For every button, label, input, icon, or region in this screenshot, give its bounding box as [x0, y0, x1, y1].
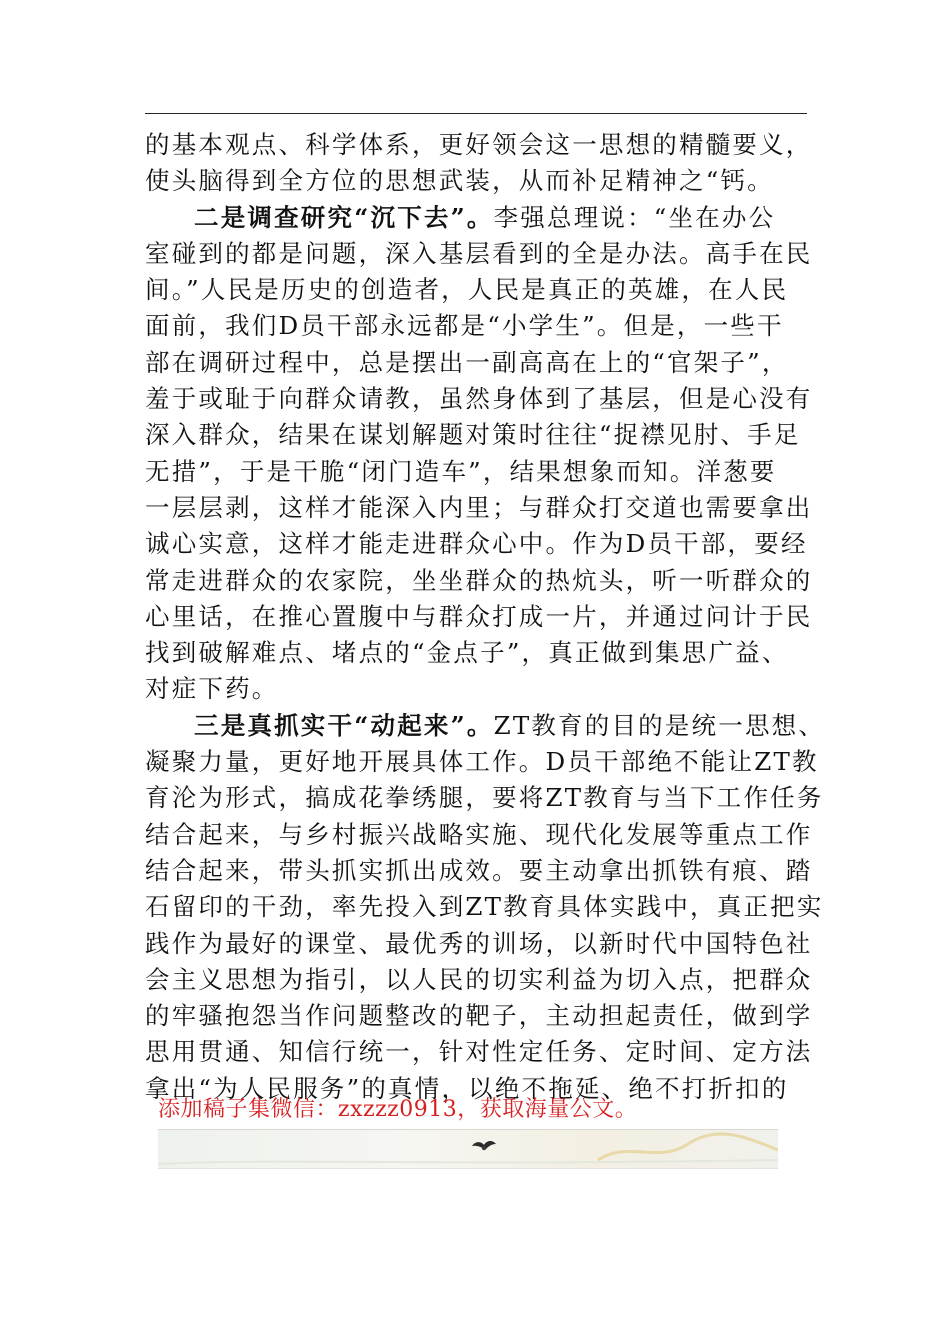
text-line	[145, 889, 824, 925]
text-line	[145, 163, 815, 199]
line-text: 的基本观点、科学体系，更好领会这一思想的精髓要义，	[145, 130, 813, 159]
bird-ornament-icon	[470, 1136, 498, 1154]
line-text: 找到破解难点、堵点的“金点子”，真正做到集思广益、	[145, 638, 789, 668]
header-rule	[145, 113, 807, 114]
document-body	[145, 127, 826, 1107]
line-text: 部在调研过程中，总是摆出一副高高在上的“官架子”，	[145, 347, 789, 377]
text-line	[145, 236, 815, 272]
banner-decoration	[158, 1130, 778, 1168]
line-text: 结合起来，与乡村振兴战略实施、现代化发展等重点工作	[145, 819, 813, 849]
text-line	[145, 563, 815, 599]
line-text: 室碰到的都是问题，深入基层看到的全是办法。高手在民	[145, 238, 813, 268]
line-text: 思用贯通、知信行统一，针对性定任务、定时间、定方法	[145, 1037, 813, 1067]
line-text: 会主义思想为指引，以人民的切实利益为切入点，把群众	[145, 964, 813, 994]
text-line	[145, 635, 815, 671]
line-text: 无措”，于是干脆“闭门造车”，结果想象而知。洋葱要	[145, 456, 777, 486]
text-line	[145, 345, 815, 381]
text-line	[145, 817, 815, 853]
text-line	[145, 308, 815, 344]
promo-text[interactable]: 添加稿子集微信：zxzzz0913，获取海量公文。	[158, 1097, 638, 1122]
line-text: 使头脑得到全方位的思想武装，从而补足精神之“钙。	[145, 166, 774, 196]
text-line	[145, 1034, 815, 1070]
text-line	[145, 998, 815, 1034]
text-line	[145, 417, 815, 453]
text-line	[145, 526, 815, 562]
line-text: 深入群众，结果在谋划解题对策时往往“捉襟见肘、手足	[145, 420, 801, 450]
text-line	[145, 853, 815, 889]
bold-heading: 三是真抓实干“动起来”。	[194, 710, 494, 740]
text-line	[145, 744, 819, 780]
text-line	[145, 599, 815, 635]
line-text: 面前，我们D员干部永远都是“小学生”。但是，一些干	[145, 311, 784, 341]
text-line	[145, 127, 815, 163]
text-line	[145, 780, 824, 816]
line-text: 对症下药。	[145, 674, 279, 704]
text-line	[145, 490, 815, 526]
text-line	[145, 962, 815, 998]
line-text: 羞于或耻于向群众请教，虽然身体到了基层，但是心没有	[145, 384, 813, 414]
line-text: 凝聚力量，更好地开展具体工作。D员干部绝不能让ZT教	[145, 747, 819, 777]
bold-heading: 二是调查研究“沉下去”。	[194, 202, 494, 232]
line-text: 心里话，在推心置腹中与群众打成一片，并通过问计于民	[145, 601, 813, 631]
line-text: 一层层剥，这样才能深入内里；与群众打交道也需要拿出	[145, 492, 813, 522]
text-line	[145, 926, 815, 962]
text-line	[145, 200, 815, 236]
text-line	[145, 272, 815, 308]
line-text: 结合起来，带头抓实抓出成效。要主动拿出抓铁有痕、踏	[145, 855, 813, 885]
line-text: 常走进群众的农家院，坐坐群众的热炕头，听一听群众的	[145, 565, 813, 595]
line-text: 间。”人民是历史的创造者，人民是真正的英雄，在人民	[145, 275, 789, 305]
line-text: 拿出“为人民服务”的真情，以绝不拖延、绝不打折扣的	[145, 1073, 789, 1103]
promo-banner[interactable]	[158, 1129, 778, 1169]
text-line	[145, 708, 826, 744]
line-text: 石留印的干劲，率先投入到ZT教育具体实践中，真正把实	[145, 892, 824, 922]
line-text: 育沦为形式，搞成花拳绣腿，要将ZT教育与当下工作任务	[145, 783, 824, 813]
line-text: 诚心实意，这样才能走进群众心中。作为D员干部，要经	[145, 529, 808, 559]
text-line	[145, 381, 815, 417]
line-text: ZT教育的目的是统一思想、	[493, 710, 826, 740]
line-text: 践作为最好的课堂、最优秀的训场，以新时代中国特色社	[145, 928, 813, 958]
text-line	[145, 671, 815, 707]
line-text: 的牢骚抱怨当作问题整改的靶子，主动担起责任，做到学	[145, 1001, 813, 1031]
line-text: 李强总理说：“坐在办公	[493, 202, 776, 232]
text-line	[145, 454, 815, 490]
